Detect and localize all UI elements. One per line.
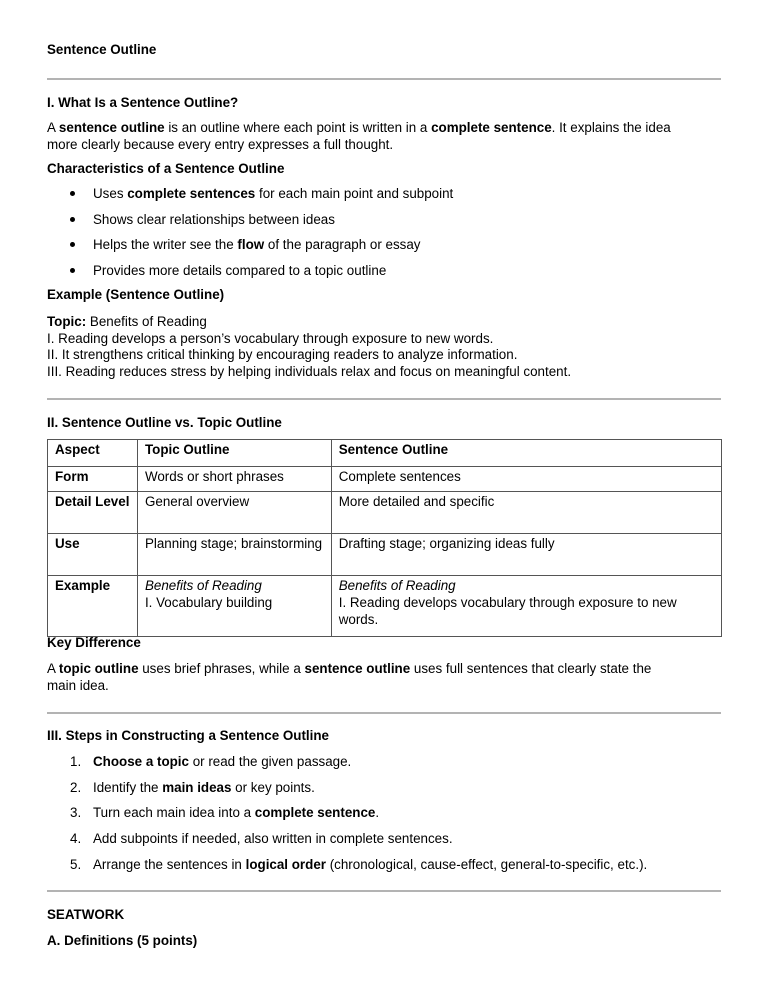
key-difference-line-1: A topic outline uses brief phrases, while a sentence outline uses full sentences that clearly state the [47,661,652,676]
table-row [48,534,722,576]
list-item: Uses complete sentences for each main point and subpoint [93,186,454,201]
step-number: 5. [70,857,82,872]
table-header-row [48,440,722,467]
column-header: Aspect [48,440,138,467]
intro-text: A [47,120,59,135]
list-item: Add subpoints if needed, also written in complete sentences. [93,831,453,846]
example-line: III. Reading reduces stress by helping individuals relax and focus on meaningful content. [47,364,572,379]
horizontal-rule [47,890,721,892]
cell-sentence [331,576,721,637]
section-2-heading: II. Sentence Outline vs. Topic Outline [47,415,282,430]
topic-value: Benefits of Reading [86,314,207,329]
list-item: Identify the main ideas or key points. [93,780,315,795]
horizontal-rule [47,398,721,400]
row-aspect: Use [48,534,138,576]
comparison-table [47,439,722,637]
characteristics-heading: Characteristics of a Sentence Outline [47,161,285,176]
section-1-heading: I. What Is a Sentence Outline? [47,95,239,110]
seatwork-heading: SEATWORK [47,907,125,922]
step-number: 1. [70,754,82,769]
row-aspect: Detail Level [48,492,138,534]
section-1-intro-line-1 [47,119,671,136]
bullet-icon [70,217,75,222]
cell-text: I. Vocabulary building [144,595,273,610]
cell-text: I. Reading develops vocabulary through exposure to new words. [338,595,677,627]
column-header: Topic Outline [137,440,331,467]
column-header: Sentence Outline [331,440,721,467]
seatwork-subheading: A. Definitions (5 points) [47,933,198,948]
intro-text: is an outline where each point is written in a [164,120,432,135]
list-item: Provides more details compared to a topic outline [93,263,387,278]
cell-topic: Words or short phrases [137,467,331,492]
example-topic [47,313,207,330]
row-aspect: Example [48,576,138,637]
cell-topic: General overview [137,492,331,534]
step-number: 2. [70,780,82,795]
table-row [48,492,722,534]
example-line: I. Reading develops a person’s vocabulary through exposure to new words. [47,331,494,346]
cell-topic: Planning stage; brainstorming [137,534,331,576]
bullet-icon [70,268,75,273]
list-item: Arrange the sentences in logical order (chronological, cause-effect, general-to-specific, etc.). [93,857,648,872]
cell-italic-title: Benefits of Reading [144,578,262,593]
intro-bold-term: complete sentence [431,120,552,135]
bullet-icon [70,191,75,196]
list-item: Shows clear relationships between ideas [93,212,335,227]
example-heading: Example (Sentence Outline) [47,287,225,302]
intro-text: . It explains the idea [551,120,671,135]
step-number: 4. [70,831,82,846]
intro-bold-term: sentence outline [58,120,165,135]
cell-sentence: Complete sentences [331,467,721,492]
example-line: II. It strengthens critical thinking by encouraging readers to analyze information. [47,347,518,362]
section-3-heading: III. Steps in Constructing a Sentence Outline [47,728,329,743]
horizontal-rule [47,78,721,80]
key-difference-line-2: main idea. [47,678,109,693]
cell-sentence: Drafting stage; organizing ideas fully [331,534,721,576]
list-item: Turn each main idea into a complete sentence. [93,805,380,820]
list-item: Helps the writer see the flow of the paragraph or essay [93,237,421,252]
topic-label: Topic: [47,314,87,329]
step-number: 3. [70,805,82,820]
section-1-intro-line-2: more clearly because every entry expresses a full thought. [47,137,394,152]
document-title: Sentence Outline [47,42,157,57]
row-aspect: Form [48,467,138,492]
cell-topic [137,576,331,637]
cell-sentence: More detailed and specific [331,492,721,534]
key-difference-heading: Key Difference [47,635,141,650]
horizontal-rule [47,712,721,714]
table-row [48,576,722,637]
table-row [48,467,722,492]
list-item: Choose a topic or read the given passage. [93,754,352,769]
cell-italic-title: Benefits of Reading [338,578,456,593]
bullet-icon [70,242,75,247]
